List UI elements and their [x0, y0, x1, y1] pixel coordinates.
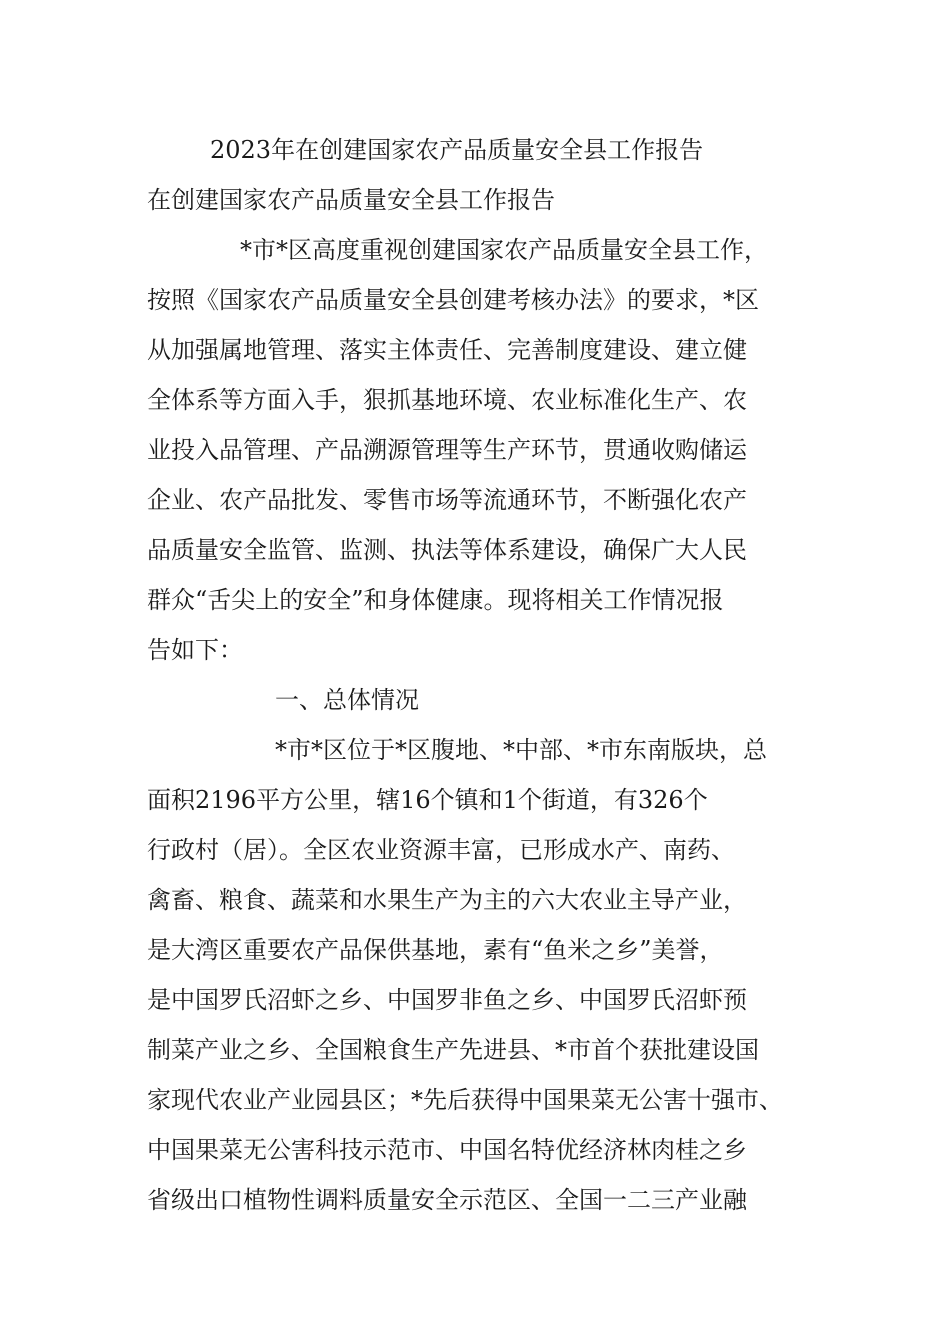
body-line: 告如下： [147, 636, 243, 664]
document-subtitle: 在创建国家农产品质量安全县工作报告 [147, 186, 555, 214]
body-line: *市*区位于*区腹地、*中部、*市东南版块，总 [275, 736, 767, 764]
body-line: 按照《国家农产品质量安全县创建考核办法》的要求，*区 [147, 286, 759, 314]
body-line: 行政村（居）。全区农业资源丰富，已形成水产、南药、 [147, 836, 735, 864]
body-line: 全体系等方面入手，狠抓基地环境、农业标准化生产、农 [147, 386, 747, 414]
body-line: 家现代农业产业园县区；*先后获得中国果菜无公害十强市、 [147, 1086, 783, 1114]
section-heading: 一、总体情况 [275, 686, 419, 714]
body-line: 面积2196平方公里，辖16个镇和1个街道，有326个 [147, 786, 708, 814]
document-title: 2023年在创建国家农产品质量安全县工作报告 [210, 136, 704, 164]
body-line: 业投入品管理、产品溯源管理等生产环节，贯通收购储运 [147, 436, 747, 464]
body-line: 企业、农产品批发、零售市场等流通环节，不断强化农产 [147, 486, 747, 514]
body-line: 群众“舌尖上的安全”和身体健康。现将相关工作情况报 [147, 586, 724, 614]
body-line: 品质量安全监管、监测、执法等体系建设，确保广大人民 [147, 536, 747, 564]
body-line: *市*区高度重视创建国家农产品质量安全县工作， [240, 236, 768, 264]
body-line: 中国果菜无公害科技示范市、中国名特优经济林肉桂之乡 [147, 1136, 747, 1164]
body-line: 从加强属地管理、落实主体责任、完善制度建设、建立健 [147, 336, 747, 364]
body-line: 是大湾区重要农产品保供基地，素有“鱼米之乡”美誉， [147, 936, 724, 964]
body-line: 是中国罗氏沼虾之乡、中国罗非鱼之乡、中国罗氏沼虾预 [147, 986, 747, 1014]
body-line: 省级出口植物性调料质量安全示范区、全国一二三产业融 [147, 1186, 747, 1214]
body-line: 制菜产业之乡、全国粮食生产先进县、*市首个获批建设国 [147, 1036, 759, 1064]
body-line: 禽畜、粮食、蔬菜和水果生产为主的六大农业主导产业， [147, 886, 747, 914]
